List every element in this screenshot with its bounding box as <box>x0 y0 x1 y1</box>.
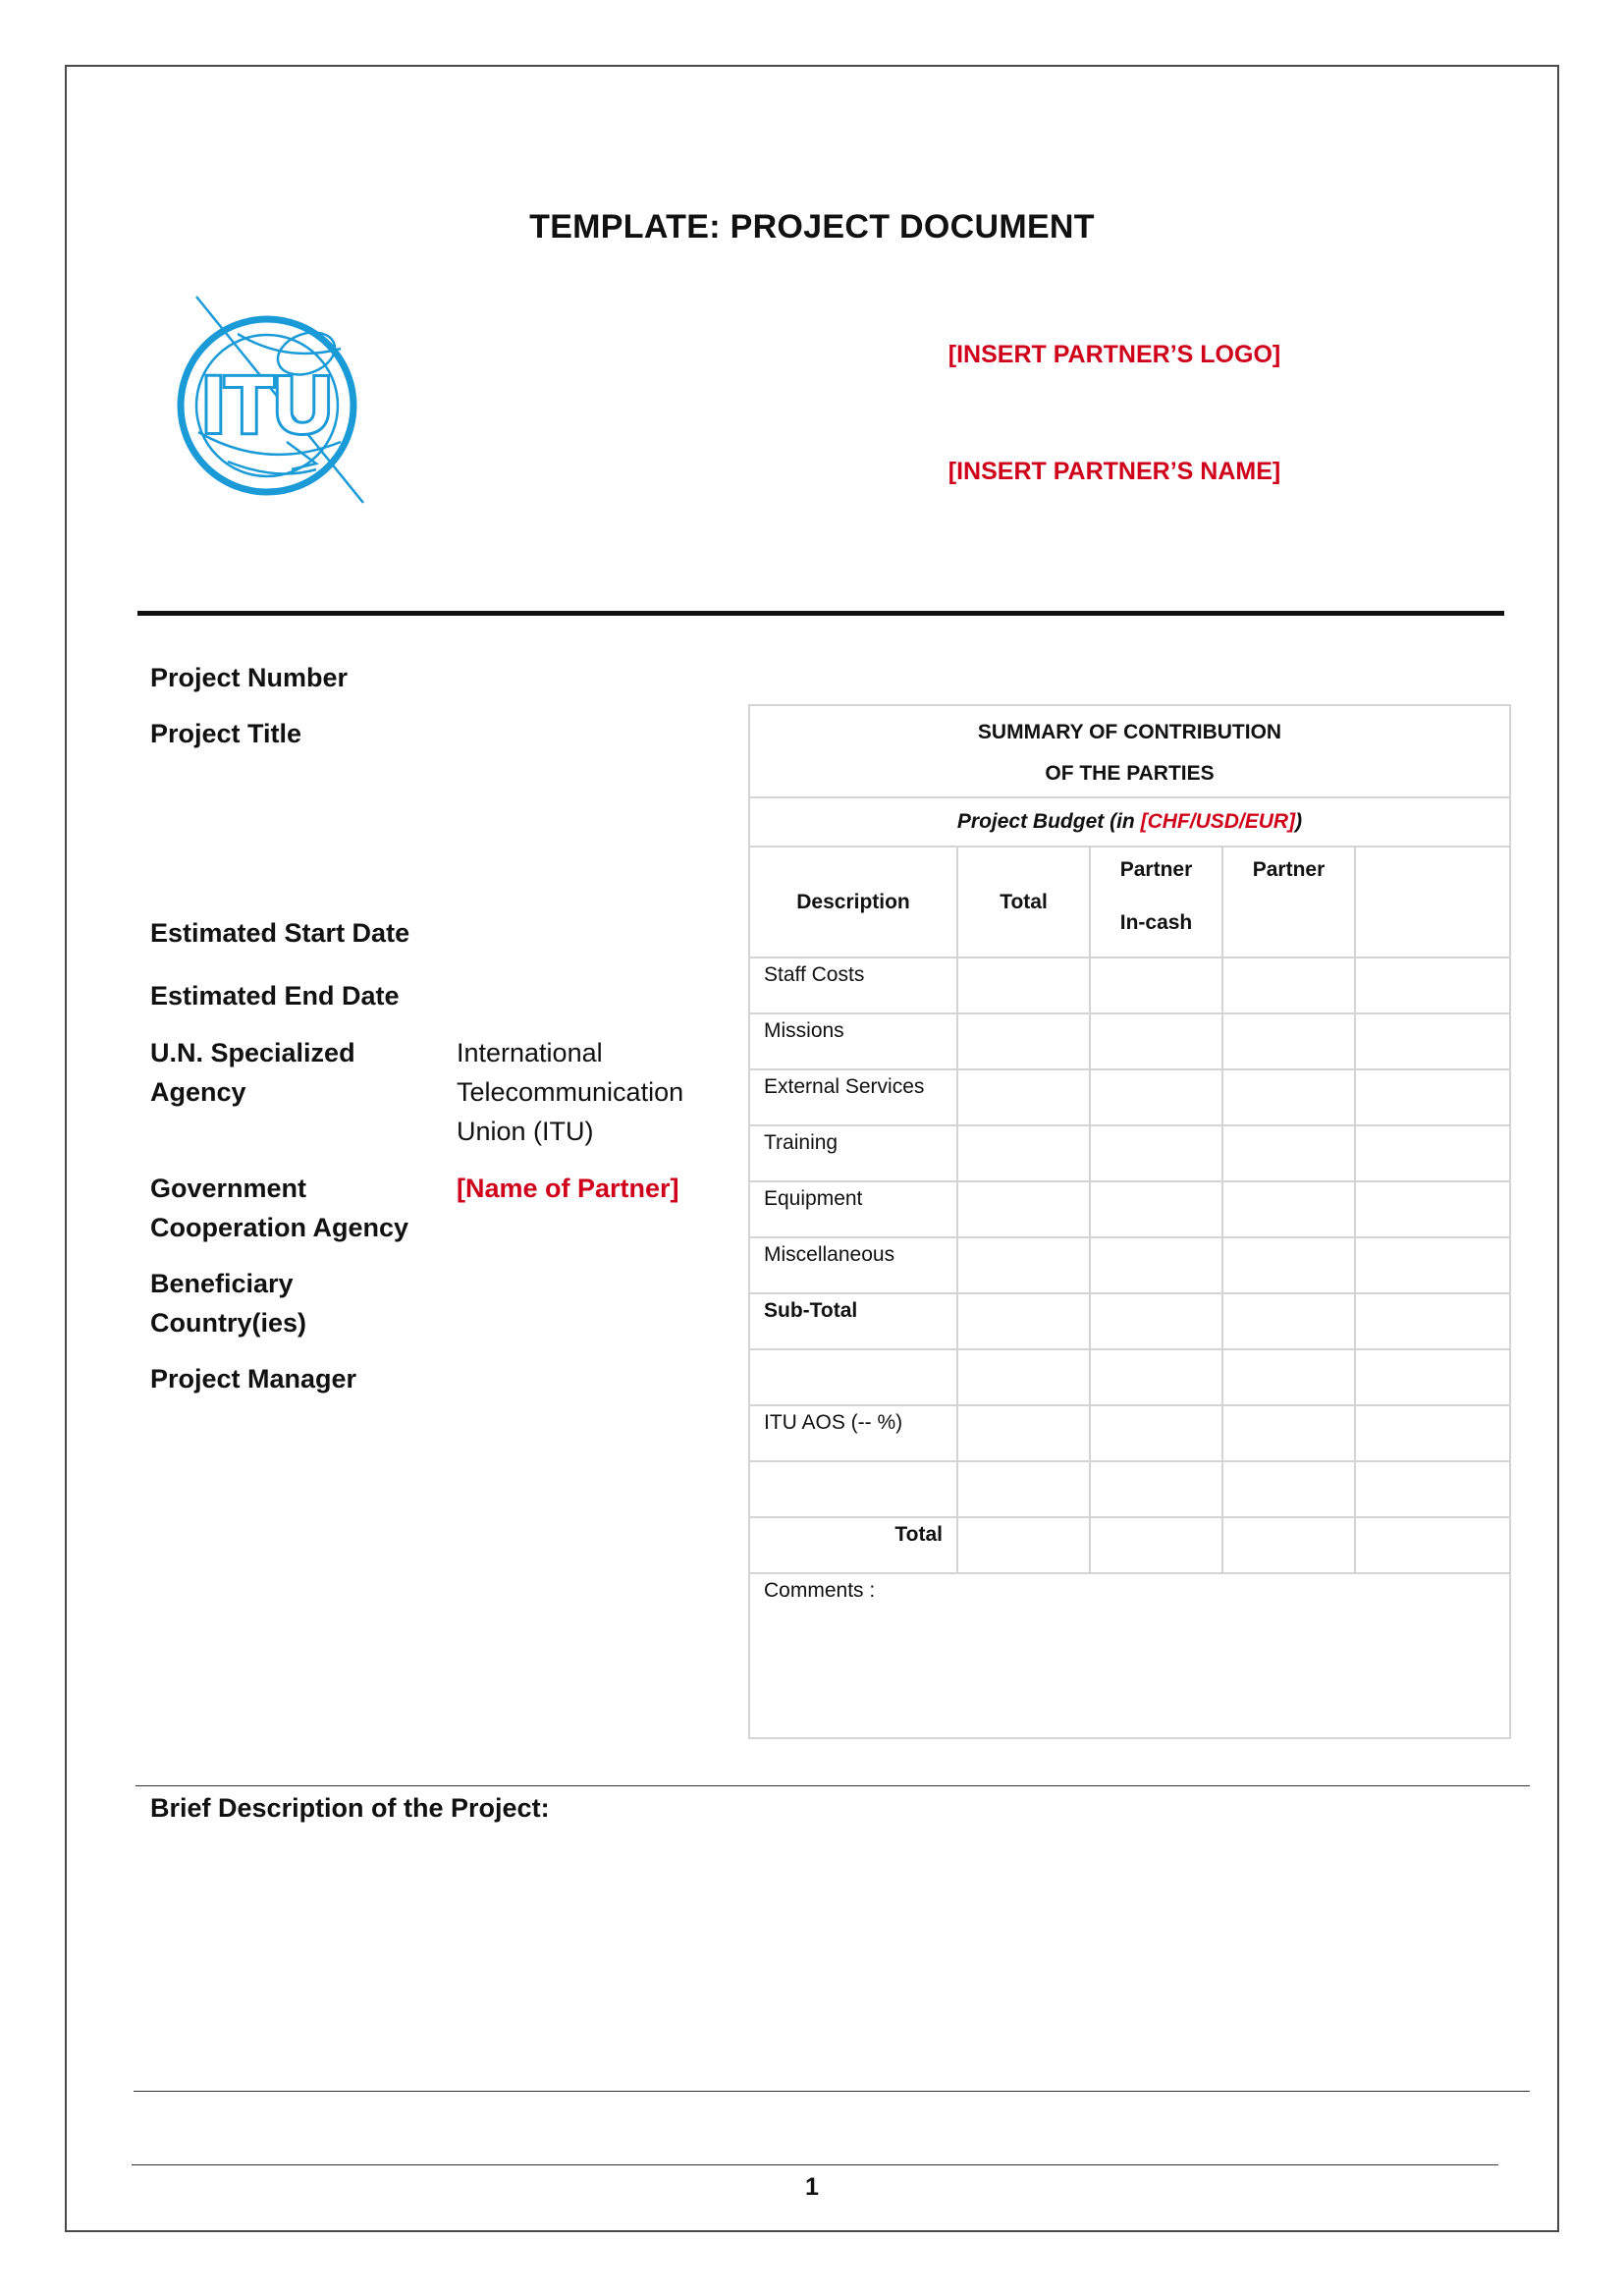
page-number: 1 <box>805 2173 819 2201</box>
agency-value: International Telecommunication Union (ITU) <box>457 1038 684 1146</box>
table-row <box>749 1069 1510 1125</box>
table-cell[interactable] <box>957 1181 1090 1237</box>
table-cell[interactable] <box>1355 1349 1510 1405</box>
government-label: Government Cooperation Agency <box>150 1174 409 1242</box>
table-row <box>749 1125 1510 1181</box>
table-cell[interactable] <box>1090 1237 1222 1293</box>
table-cell[interactable] <box>957 1405 1090 1461</box>
table-cell[interactable] <box>1090 1125 1222 1181</box>
comments-field[interactable] <box>749 1573 1510 1738</box>
table-cell[interactable] <box>1355 1237 1510 1293</box>
table-cell[interactable] <box>1355 1181 1510 1237</box>
row-label <box>749 1461 957 1517</box>
table-cell[interactable] <box>1222 1349 1355 1405</box>
table-row <box>749 1461 1510 1517</box>
footer-rule <box>132 2164 1498 2165</box>
table-cell[interactable] <box>1090 1461 1222 1517</box>
table-cell[interactable] <box>1355 957 1510 1013</box>
header-divider <box>137 611 1504 616</box>
row-label: Miscellaneous <box>749 1237 957 1293</box>
col-description: Description <box>749 847 957 957</box>
summary-heading: SUMMARY OF CONTRIBUTION OF THE PARTIES <box>749 705 1510 797</box>
table-cell[interactable] <box>1355 1069 1510 1125</box>
comments-label: Comments : <box>764 1579 876 1602</box>
table-cell[interactable] <box>957 1461 1090 1517</box>
table-cell[interactable] <box>957 1013 1090 1069</box>
partner-logo-placeholder[interactable]: [INSERT PARTNER’S LOGO] <box>947 341 1281 368</box>
table-cell[interactable] <box>1090 1181 1222 1237</box>
table-row <box>749 1013 1510 1069</box>
table-cell[interactable] <box>1355 1405 1510 1461</box>
row-label-total: Total <box>749 1517 957 1573</box>
row-label: Missions <box>749 1013 957 1069</box>
table-cell[interactable] <box>957 1293 1090 1349</box>
table-cell[interactable] <box>957 957 1090 1013</box>
col-partner-incash: Partner In-cash <box>1090 847 1222 957</box>
row-label: Training <box>749 1125 957 1181</box>
table-row <box>749 957 1510 1013</box>
partner-name-placeholder[interactable]: [INSERT PARTNER’S NAME] <box>947 458 1281 485</box>
table-cell[interactable] <box>1090 957 1222 1013</box>
table-cell[interactable] <box>1222 1293 1355 1349</box>
table-cell[interactable] <box>957 1237 1090 1293</box>
col-extra <box>1355 847 1510 957</box>
contribution-summary-table <box>748 704 1511 1739</box>
table-cell[interactable] <box>957 1349 1090 1405</box>
table-cell[interactable] <box>1355 1125 1510 1181</box>
table-cell[interactable] <box>1355 1013 1510 1069</box>
table-row <box>749 1181 1510 1237</box>
project-budget-heading: Project Budget (in [CHF/USD/EUR]) <box>749 797 1510 847</box>
col-total: Total <box>957 847 1090 957</box>
project-title-label: Project Title <box>150 719 302 748</box>
table-cell[interactable] <box>1222 957 1355 1013</box>
table-cell[interactable] <box>1355 1461 1510 1517</box>
table-cell[interactable] <box>1355 1517 1510 1573</box>
table-cell[interactable] <box>957 1069 1090 1125</box>
table-cell[interactable] <box>957 1125 1090 1181</box>
table-cell[interactable] <box>1090 1293 1222 1349</box>
row-label: Staff Costs <box>749 957 957 1013</box>
row-label <box>749 1349 957 1405</box>
project-manager-label: Project Manager <box>150 1364 357 1394</box>
table-cell[interactable] <box>1222 1013 1355 1069</box>
table-cell[interactable] <box>1090 1013 1222 1069</box>
table-row <box>749 1237 1510 1293</box>
itu-logo-text: ITU <box>201 360 333 450</box>
table-cell[interactable] <box>1222 1517 1355 1573</box>
table-cell[interactable] <box>1222 1125 1355 1181</box>
table-cell[interactable] <box>1090 1349 1222 1405</box>
table-row <box>749 1293 1510 1349</box>
project-number-label: Project Number <box>150 663 349 692</box>
table-cell[interactable] <box>1090 1517 1222 1573</box>
row-label: ITU AOS (-- %) <box>749 1405 957 1461</box>
table-cell[interactable] <box>1222 1461 1355 1517</box>
table-row <box>749 1405 1510 1461</box>
row-label: Equipment <box>749 1181 957 1237</box>
brief-bottom-rule <box>134 2091 1530 2092</box>
agency-label: U.N. Specialized Agency <box>150 1038 355 1107</box>
row-label: External Services <box>749 1069 957 1125</box>
document-title: TEMPLATE: PROJECT DOCUMENT <box>529 208 1095 246</box>
table-cell[interactable] <box>1222 1237 1355 1293</box>
brief-top-rule <box>135 1785 1530 1786</box>
table-row <box>749 1517 1510 1573</box>
brief-description-label: Brief Description of the Project: <box>150 1793 550 1823</box>
table-cell[interactable] <box>1222 1069 1355 1125</box>
start-date-label: Estimated Start Date <box>150 918 410 948</box>
table-row <box>749 1349 1510 1405</box>
row-label-subtotal: Sub-Total <box>749 1293 957 1349</box>
col-partner: Partner <box>1222 847 1355 957</box>
table-cell[interactable] <box>1090 1405 1222 1461</box>
table-cell[interactable] <box>1090 1069 1222 1125</box>
itu-logo <box>169 295 367 506</box>
beneficiary-label: Beneficiary Country(ies) <box>150 1269 307 1338</box>
table-cell[interactable] <box>1222 1181 1355 1237</box>
government-value[interactable]: [Name of Partner] <box>457 1174 679 1203</box>
table-cell[interactable] <box>1222 1405 1355 1461</box>
table-cell[interactable] <box>957 1517 1090 1573</box>
table-cell[interactable] <box>1355 1293 1510 1349</box>
end-date-label: Estimated End Date <box>150 981 400 1011</box>
